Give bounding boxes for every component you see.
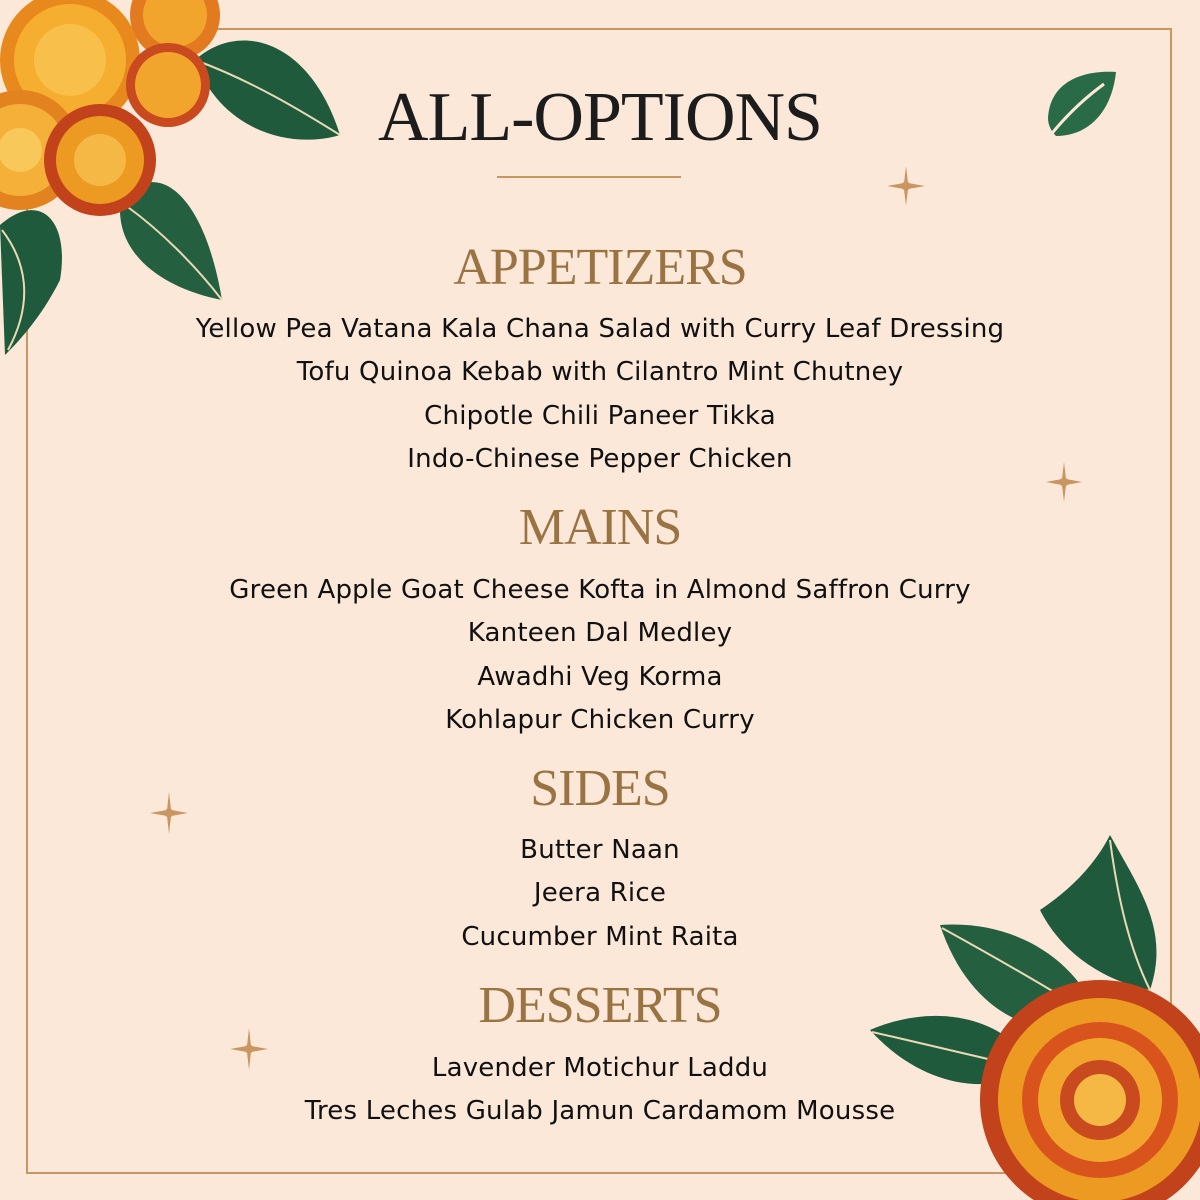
- list-item: Butter Naan: [520, 835, 680, 865]
- list-item: Awadhi Veg Korma: [477, 661, 723, 692]
- section-heading-appetizers: APPETIZERS: [453, 239, 747, 296]
- section-heading-sides: SIDES: [530, 760, 670, 817]
- title-divider: [497, 176, 681, 178]
- list-item: Tofu Quinoa Kebab with Cilantro Mint Chutney: [296, 357, 904, 388]
- list-item: Lavender Motichur Laddu: [431, 1053, 769, 1083]
- section-heading-desserts: DESSERTS: [478, 977, 722, 1034]
- list-item: Cucumber Mint Raita: [461, 921, 739, 952]
- appetizers-list: [0, 308, 1200, 482]
- list-item: Chipotle Chili Paneer Tikka: [424, 400, 776, 431]
- list-item: Kanteen Dal Medley: [467, 618, 733, 649]
- sparkle-icon: [887, 166, 925, 206]
- list-item: Indo-Chinese Pepper Chicken: [407, 444, 793, 475]
- mains-list: [0, 569, 1200, 743]
- list-item: Jeera Rice: [533, 878, 667, 909]
- desserts-list: [0, 1047, 1200, 1134]
- sides-list: [0, 829, 1200, 959]
- marigold-cluster-top-left: [0, 0, 350, 360]
- section-heading-mains: MAINS: [518, 499, 682, 556]
- list-item: Tres Leches Gulab Jamun Cardamom Mousse: [304, 1096, 896, 1127]
- list-item: Green Apple Goat Cheese Kofta in Almond Saffron Curry: [229, 575, 971, 605]
- list-item: Yellow Pea Vatana Kala Chana Salad with Curry Leaf Dressing: [195, 314, 1005, 344]
- list-item: Kohlapur Chicken Curry: [445, 705, 755, 736]
- menu-title: ALL-OPTIONS: [378, 79, 822, 156]
